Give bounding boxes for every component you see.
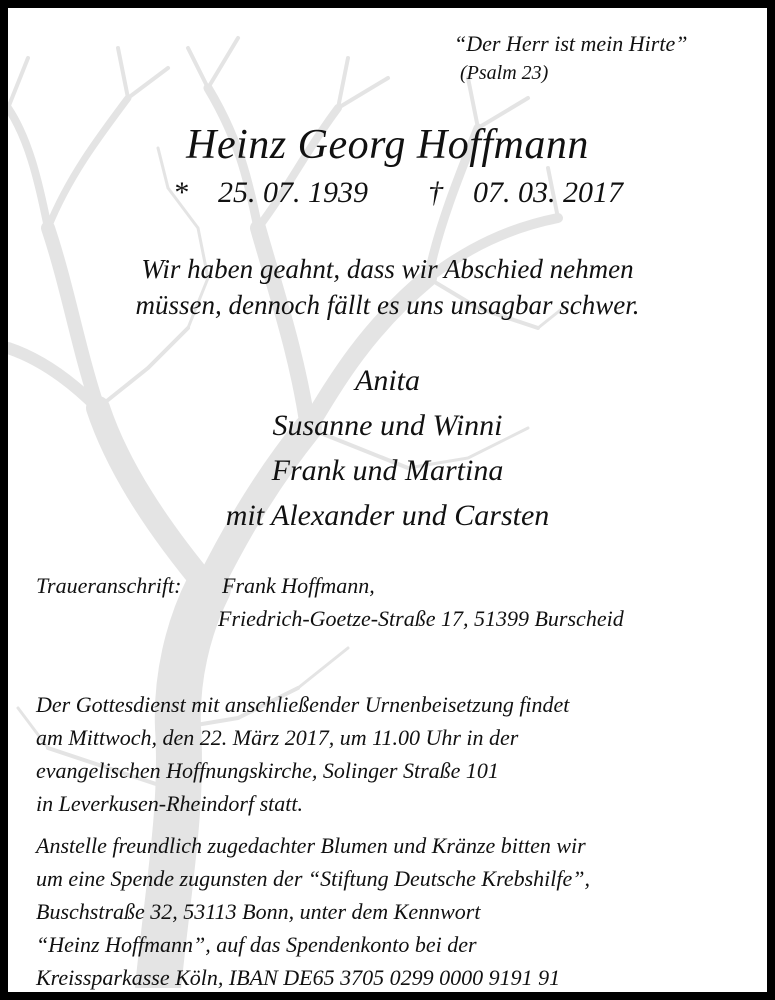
birth-symbol: * xyxy=(173,176,188,209)
death-date: 07. 03. 2017 xyxy=(473,176,623,209)
birth-date: 25. 07. 1939 xyxy=(218,176,368,209)
donation-line: Anstelle freundlich zugedachter Blumen und Kränze bitten wir xyxy=(36,833,586,858)
donation-line: Buschstraße 32, 53113 Bonn, unter dem Kennwort xyxy=(36,899,481,924)
death-symbol: † xyxy=(428,176,443,209)
mourner-line: Susanne und Winni xyxy=(272,409,503,442)
address-label: Traueranschrift: xyxy=(36,573,182,598)
mourner-line: mit Alexander und Carsten xyxy=(225,499,550,532)
mourner-line: Anita xyxy=(355,364,420,397)
motto-source: (Psalm 23) xyxy=(460,62,549,84)
service-paragraph xyxy=(36,688,756,820)
service-line: evangelischen Hoffnungskirche, Solinger Straße 101 xyxy=(36,758,499,783)
quote-line: Wir haben geahnt, dass wir Abschied nehmen xyxy=(141,254,634,284)
address-street: Friedrich-Goetze-Straße 17, 51399 Burscheid xyxy=(218,606,624,631)
donation-paragraph xyxy=(36,829,756,994)
farewell-quote xyxy=(8,251,767,323)
donation-line: um eine Spende zugunsten der “Stiftung Deutsche Krebshilfe”, xyxy=(36,866,591,891)
service-line: am Mittwoch, den 22. März 2017, um 11.00 Uhr in der xyxy=(36,725,519,750)
quote-line: müssen, dennoch fällt es uns unsagbar schwer. xyxy=(135,290,640,320)
service-line: in Leverkusen-Rheindorf statt. xyxy=(36,791,304,816)
donation-line: “Heinz Hoffmann”, auf das Spendenkonto bei der xyxy=(36,932,477,957)
mourners-list xyxy=(8,358,767,538)
donation-line: Kreissparkasse Köln, IBAN DE65 3705 0299 0000 9191 91 xyxy=(36,965,561,990)
address-name: Frank Hoffmann, xyxy=(222,573,375,598)
service-line: Der Gottesdienst mit anschließender Urnenbeisetzung findet xyxy=(36,692,570,717)
notice-content xyxy=(8,8,767,992)
life-dates xyxy=(173,174,623,212)
motto-quote: “Der Herr ist mein Hirte” xyxy=(454,31,688,56)
mourner-line: Frank und Martina xyxy=(271,454,504,487)
deceased-name: Heinz Georg Hoffmann xyxy=(186,122,589,168)
